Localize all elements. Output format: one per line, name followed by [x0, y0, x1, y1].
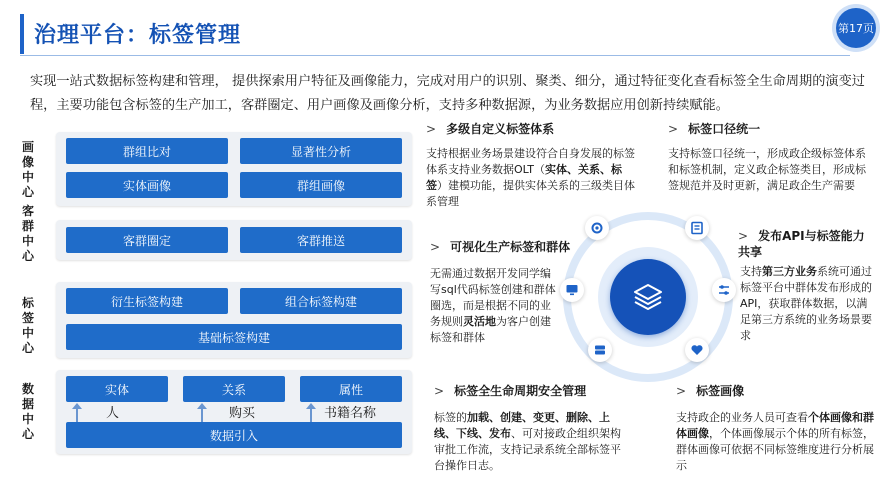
section-label-segment: 客群中心	[21, 204, 34, 263]
combined-tag-button[interactable]: 组合标签构建	[240, 288, 402, 314]
sliders-icon	[712, 278, 736, 302]
significance-analysis-button[interactable]: 显著性分析	[240, 138, 402, 164]
server-icon	[588, 338, 612, 362]
heart-icon	[685, 338, 709, 362]
section-label-tag: 标签中心	[21, 296, 34, 355]
feature-title-text: 标签画像	[696, 384, 745, 398]
chevron-right-icon: >	[426, 122, 437, 136]
title-accent-bar	[20, 14, 24, 54]
entity-button[interactable]: 实体	[66, 376, 168, 402]
section-label-data: 数据中心	[21, 382, 34, 441]
report-icon	[685, 216, 709, 240]
feature-title-visual-production	[430, 238, 570, 255]
example-book-name: 书籍名称	[324, 406, 377, 421]
relation-button[interactable]: 关系	[183, 376, 285, 402]
gear-icon	[585, 216, 609, 240]
segment-select-button[interactable]: 客群圈定	[66, 227, 228, 253]
attribute-button[interactable]: 属性	[300, 376, 402, 402]
example-purchase: 购买	[229, 406, 256, 421]
chevron-right-icon: >	[668, 122, 679, 136]
page-title: 治理平台：标签管理	[34, 23, 242, 48]
segment-push-button[interactable]: 客群推送	[240, 227, 402, 253]
feature-desc-unified-caliber: 支持标签口径统一，形成政企级标签体系和标签机制，定义政企标签类目，形成标签规范并及时更新，满足政企生产需要	[668, 147, 866, 192]
chevron-right-icon: >	[430, 240, 441, 254]
feature-title-text: 标签全生命周期安全管理	[454, 384, 587, 398]
feature-desc-lifecycle-security: 标签的加载、创建、变更、删除、上线、下线、发布、可对接政企组织架构审批工作流，支持记录系统全部标签平台操作日志。	[434, 411, 621, 472]
feature-title-text: 可视化生产标签和群体	[450, 240, 571, 254]
feature-desc-visual-production: 无需通过数据开发同学编写sql代码标签创建和群体圈选，而是根据不同的业务规则灵活地为客户创建标签和群体	[430, 267, 556, 344]
feature-desc-tag-portrait: 支持政企的业务人员可查看个体画像和群体画像，个体画像展示个体的所有标签，群体画像可依据不同标签维度进行分析展示	[676, 411, 874, 472]
arrow-up-icon	[310, 408, 312, 422]
feature-title-tag-portrait	[676, 382, 744, 399]
title-divider	[20, 55, 850, 56]
arrow-up-icon	[201, 408, 203, 422]
arrow-up-icon	[76, 408, 78, 422]
chevron-right-icon: >	[676, 384, 687, 398]
group-compare-button[interactable]: 群组比对	[66, 138, 228, 164]
feature-title-lifecycle-security	[434, 382, 586, 399]
feature-title-text: 发布API与标签能力共享	[738, 229, 865, 259]
example-person: 人	[106, 406, 120, 421]
feature-title-text: 标签口径统一	[688, 122, 761, 136]
monitor-icon	[560, 278, 584, 302]
intro-text: 实现一站式数据标签构建和管理， 提供探索用户特征及画像能力，完成对用户的识别、聚类、细分，通过特征变化查看标签全生命周期的演变过程，主要功能包含标签的生产加工，客群圈定、用户画像及画像分析，支持多种数据源，为业务数据应用创新持续赋能。	[30, 74, 865, 113]
page-number-badge: 第17页	[836, 8, 876, 48]
chevron-right-icon: >	[738, 229, 749, 243]
data-import-button[interactable]: 数据引入	[66, 422, 402, 448]
data-center-panel	[56, 370, 412, 454]
tag-center-panel	[56, 282, 412, 358]
feature-desc-custom-system: 支持根据业务场景建设符合自身发展的标签体系支持业务数据OLT（实体、关系、标签）建模功能，提供实体关系的三级类目体系管理	[426, 147, 635, 208]
group-portrait-button[interactable]: 群组画像	[240, 172, 402, 198]
segment-center-panel	[56, 220, 412, 260]
derived-tag-button[interactable]: 衍生标签构建	[66, 288, 228, 314]
feature-title-api-publish	[738, 228, 873, 260]
feature-title-text: 多级自定义标签体系	[446, 122, 555, 136]
feature-desc-api-publish: 支持第三方业务系统可通过标签平台中群体发布形成的API，获取群体数据，以满足第三方系统的业务场景要求	[740, 265, 872, 342]
entity-portrait-button[interactable]: 实体画像	[66, 172, 228, 198]
feature-title-custom-system	[426, 120, 554, 137]
hub-core	[610, 259, 686, 335]
chevron-right-icon: >	[434, 384, 445, 398]
feature-title-unified-caliber	[668, 120, 760, 137]
basic-tag-button[interactable]: 基础标签构建	[66, 324, 402, 350]
layers-icon	[631, 280, 665, 314]
portrait-center-panel	[56, 132, 412, 206]
section-label-portrait: 画像中心	[21, 140, 34, 199]
